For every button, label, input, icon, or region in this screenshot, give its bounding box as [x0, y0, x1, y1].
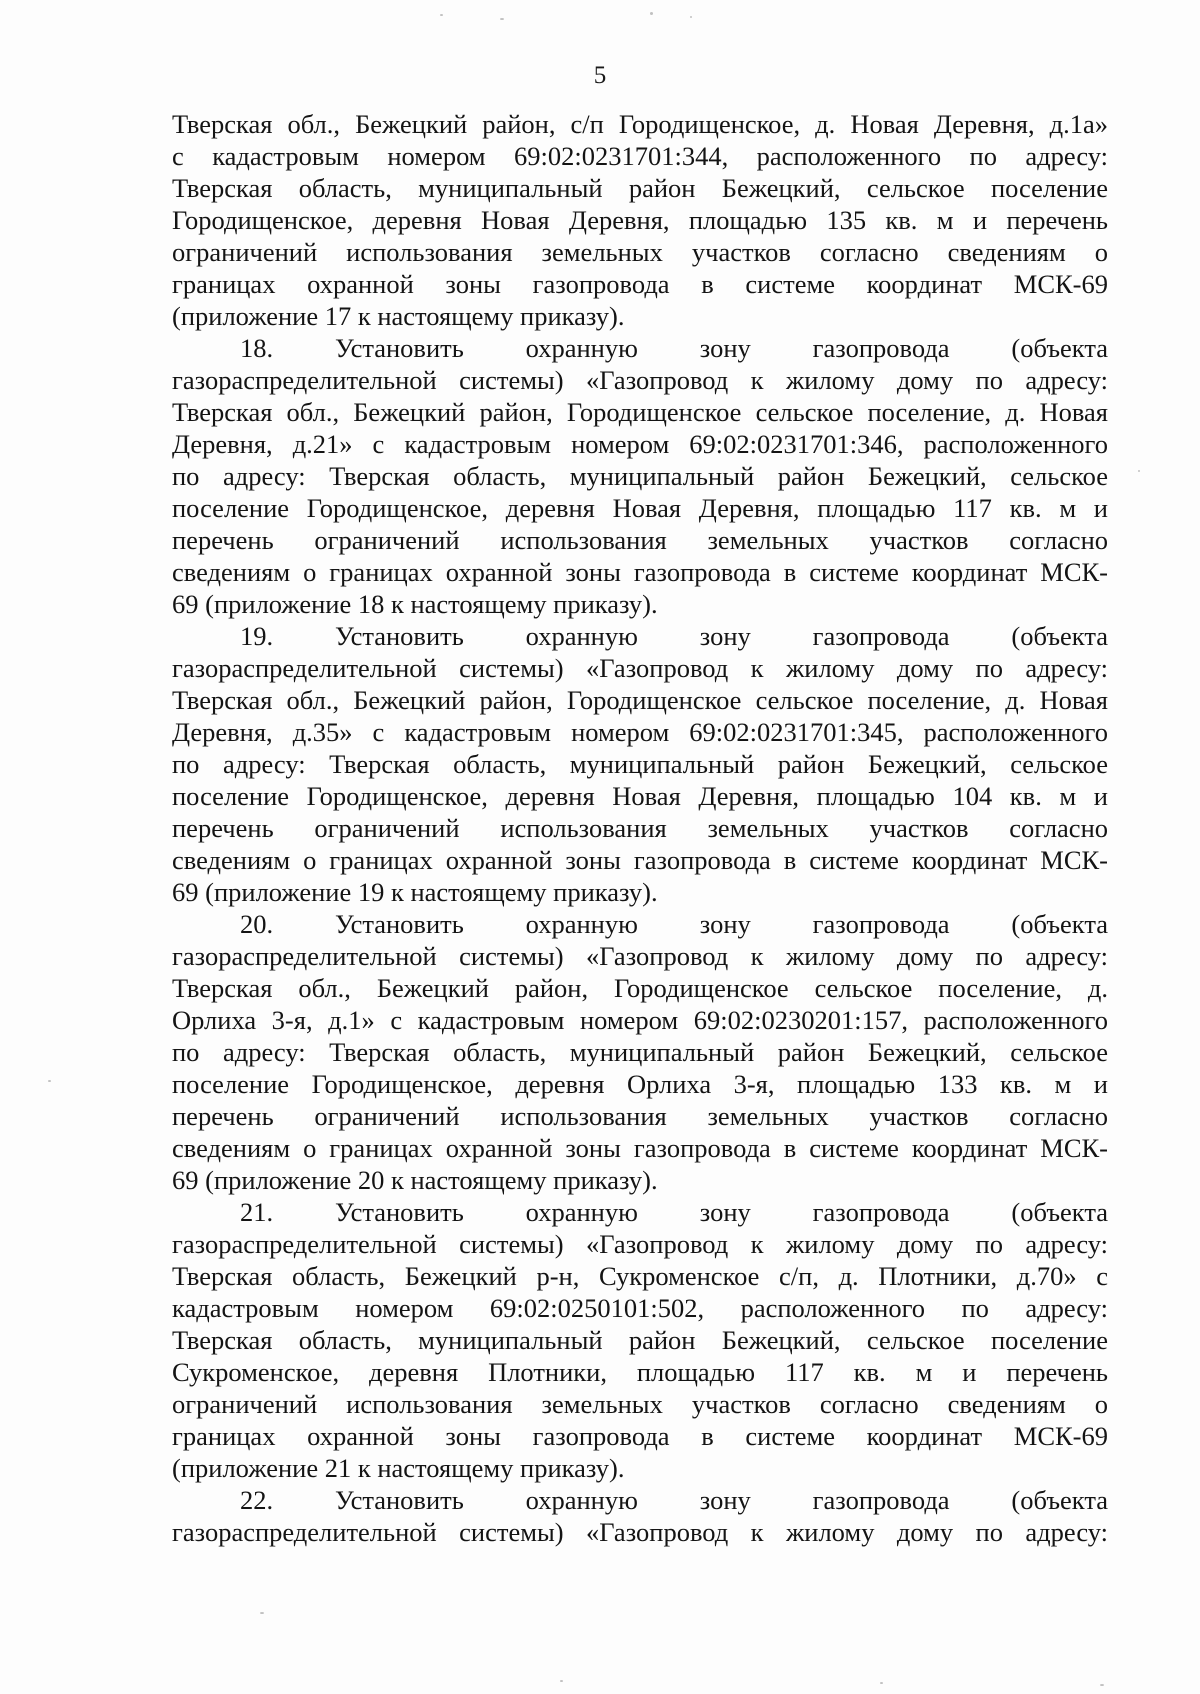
text-line: по адресу: Тверская область, муниципальный район Бежецкий, сельское — [172, 749, 1108, 779]
text-line: 20. Установить охранную зону газопровода (объекта — [240, 909, 1108, 939]
text-line: сведениям о границах охранной зоны газопровода в системе координат МСК- — [172, 1133, 1108, 1163]
text-line: сведениям о границах охранной зоны газопровода в системе координат МСК- — [172, 845, 1108, 875]
scan-speck — [560, 1680, 563, 1682]
text-line: газораспределительной системы) «Газопровод к жилому дому по адресу: — [172, 1517, 1108, 1547]
text-line: 19. Установить охранную зону газопровода (объекта — [240, 621, 1108, 651]
page-number: 5 — [593, 62, 607, 89]
text-line: перечень ограничений использования земельных участков согласно — [172, 525, 1108, 555]
text-line: по адресу: Тверская область, муниципальный район Бежецкий, сельское — [172, 461, 1108, 491]
text-line: Городищенское, деревня Новая Деревня, площадью 135 кв. м и перечень — [172, 205, 1108, 235]
text-line: 69 (приложение 18 к настоящему приказу). — [172, 589, 658, 619]
text-line: газораспределительной системы) «Газопровод к жилому дому по адресу: — [172, 1229, 1108, 1259]
text-line: границах охранной зоны газопровода в системе координат МСК-69 — [172, 1421, 1108, 1451]
text-line: 21. Установить охранную зону газопровода (объекта — [240, 1197, 1108, 1227]
text-line: кадастровым номером 69:02:0250101:502, расположенного по адресу: — [172, 1293, 1108, 1323]
scan-speck — [440, 14, 443, 16]
text-line: (приложение 17 к настоящему приказу). — [172, 301, 625, 331]
scan-speck — [690, 16, 692, 18]
scan-speck — [1138, 470, 1140, 472]
text-line: газораспределительной системы) «Газопровод к жилому дому по адресу: — [172, 653, 1108, 683]
scan-speck — [260, 1612, 264, 1614]
text-line: ограничений использования земельных участков согласно сведениям о — [172, 237, 1108, 267]
text-line: 69 (приложение 20 к настоящему приказу). — [172, 1165, 658, 1195]
text-line: газораспределительной системы) «Газопровод к жилому дому по адресу: — [172, 941, 1108, 971]
text-line: Орлиха 3-я, д.1» с кадастровым номером 69:02:0230201:157, расположенного — [172, 1005, 1108, 1035]
text-line: Деревня, д.35» с кадастровым номером 69:02:0231701:345, расположенного — [172, 717, 1108, 747]
scan-speck — [650, 12, 653, 15]
text-line: ограничений использования земельных участков согласно сведениям о — [172, 1389, 1108, 1419]
text-line: Тверская область, Бежецкий р-н, Сукроменское с/п, д. Плотники, д.70» с — [172, 1261, 1108, 1291]
text-line: сведениям о границах охранной зоны газопровода в системе координат МСК- — [172, 557, 1108, 587]
text-line: поселение Городищенское, деревня Орлиха 3-я, площадью 133 кв. м и — [172, 1069, 1108, 1099]
scan-speck — [880, 1682, 883, 1684]
text-line: с кадастровым номером 69:02:0231701:344, расположенного по адресу: — [172, 141, 1108, 171]
text-line: Тверская обл., Бежецкий район, Городищенское сельское поселение, д. Новая — [172, 397, 1108, 427]
text-line: Тверская обл., Бежецкий район, Городищенское сельское поселение, д. — [172, 973, 1108, 1003]
text-line: Тверская обл., Бежецкий район, с/п Городищенское, д. Новая Деревня, д.1а» — [172, 109, 1108, 139]
text-line: поселение Городищенское, деревня Новая Деревня, площадью 104 кв. м и — [172, 781, 1108, 811]
scan-speck — [1100, 1684, 1104, 1686]
text-line: Сукроменское, деревня Плотники, площадью 117 кв. м и перечень — [172, 1357, 1108, 1387]
text-line: Деревня, д.21» с кадастровым номером 69:02:0231701:346, расположенного — [172, 429, 1108, 459]
text-line: 69 (приложение 19 к настоящему приказу). — [172, 877, 658, 907]
text-line: перечень ограничений использования земельных участков согласно — [172, 813, 1108, 843]
text-line: границах охранной зоны газопровода в системе координат МСК-69 — [172, 269, 1108, 299]
text-line: перечень ограничений использования земельных участков согласно — [172, 1101, 1108, 1131]
text-line: газораспределительной системы) «Газопровод к жилому дому по адресу: — [172, 365, 1108, 395]
scan-speck — [500, 18, 504, 20]
text-line: поселение Городищенское, деревня Новая Деревня, площадью 117 кв. м и — [172, 493, 1108, 523]
text-line: Тверская область, муниципальный район Бежецкий, сельское поселение — [172, 1325, 1108, 1355]
document-body — [172, 108, 1108, 1548]
text-line: 18. Установить охранную зону газопровода (объекта — [240, 333, 1108, 363]
text-line: по адресу: Тверская область, муниципальный район Бежецкий, сельское — [172, 1037, 1108, 1067]
text-line: (приложение 21 к настоящему приказу). — [172, 1453, 625, 1483]
text-line: Тверская область, муниципальный район Бежецкий, сельское поселение — [172, 173, 1108, 203]
text-line: Тверская обл., Бежецкий район, Городищенское сельское поселение, д. Новая — [172, 685, 1108, 715]
scan-speck — [48, 1080, 51, 1082]
text-line: 22. Установить охранную зону газопровода (объекта — [240, 1485, 1108, 1515]
